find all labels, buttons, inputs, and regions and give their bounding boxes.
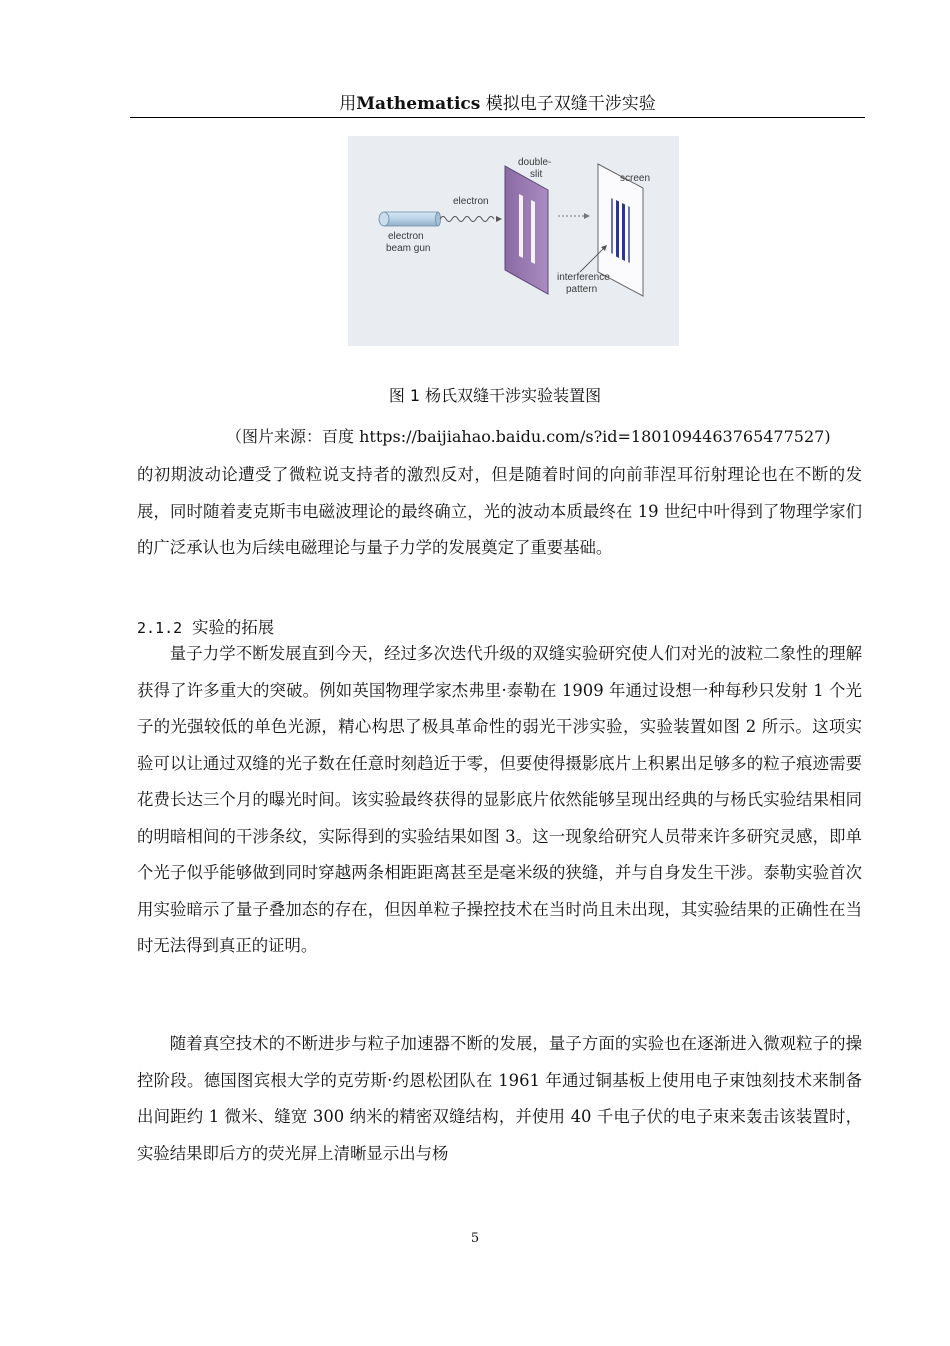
header-prefix: 用	[339, 94, 357, 114]
dotted-arrow-head-icon	[584, 213, 590, 219]
figure-caption: 图 1 杨氏双缝干涉实验装置图	[388, 386, 602, 405]
pattern-label-line2: pattern	[566, 284, 598, 295]
slit-label-line1: double-	[518, 157, 552, 168]
screen-label: screen	[620, 173, 651, 184]
electron-label: electron	[453, 196, 489, 207]
electron-arrow-icon	[496, 216, 502, 222]
pattern-label-line1: interference	[557, 272, 610, 283]
electron-gun-icon	[379, 212, 441, 226]
paragraph-jonsson-experiment: 随着真空技术的不断进步与粒子加速器不断的发展，量子方面的实验也在逐渐进入微观粒子的操控阶段。德国图宾根大学的克劳斯·约恩松团队在 1961 年通过铜基板上使用电子束蚀刻技术来制备出间距约 1 微米、缝宽 300 纳米的精密双缝结构，并使用 40 千电子伏的电子束来轰击该装置时，实验结果即后方的荧光屏上清晰显示出与杨	[137, 1034, 862, 1163]
slit-label-line2: slit	[530, 169, 543, 180]
paragraph-taylor-experiment: 量子力学不断发展直到今天，经过多次迭代升级的双缝实验研究使人们对光的波粒二象性的理解获得了许多重大的突破。例如英国物理学家杰弗里·泰勒在 1909 年通过设想一种每秒只发射 1 个光子的光强较低的单色光源，精心构思了极具革命性的弱光干涉实验，实验装置如图 2 所示。这项实验可以让通过双缝的光子数在任意时刻趋近于零，但要使得摄影底片上积累出足够多的粒子痕迹需要花费长达三个月的曝光时间。该实验最终获得的显影底片依然能够呈现出经典的与杨氏实验结果相同的明暗相间的干涉条纹，实际得到的实验结果如图 3。这一现象给研究人员带来许多研究灵感，即单个光子似乎能够做到同时穿越两条相距距离甚至是毫米级的狭缝，并与自身发生干涉。泰勒实验首次用实验暗示了量子叠加态的存在，但因单粒子操控技术在当时尚且未出现，其实验结果的正确性在当时无法得到真正的证明。	[137, 644, 862, 955]
running-header	[130, 92, 865, 116]
figure-source: （图片来源：百度 https://baijiahao.baidu.com/s?id=1801094463765477527)	[226, 427, 831, 446]
gun-label-line1: electron	[388, 231, 424, 242]
double-slit-plate-icon	[505, 166, 548, 294]
header-suffix: 模拟电子双缝干涉实验	[480, 94, 656, 114]
paragraph-continuation: 的初期波动论遭受了微粒说支持者的激烈反对，但是随着时间的向前菲涅耳衍射理论也在不断的发展，同时随着麦克斯韦电磁波理论的最终确立，光的波动本质最终在 19 世纪中叶得到了物理学家们的广泛承认也为后续电磁理论与量子力学的发展奠定了重要基础。	[137, 465, 862, 557]
section-title: 实验的拓展	[192, 618, 275, 637]
electron-wave-icon	[440, 217, 494, 222]
double-slit-figure	[348, 136, 679, 346]
section-number: 2.1.2	[137, 619, 183, 637]
gun-label-line2: beam gun	[386, 243, 431, 254]
header-rule	[130, 117, 865, 118]
double-slit-diagram	[348, 136, 679, 346]
page-number: 5	[470, 1231, 480, 1246]
header-bold-title: Mathematics	[356, 94, 481, 114]
